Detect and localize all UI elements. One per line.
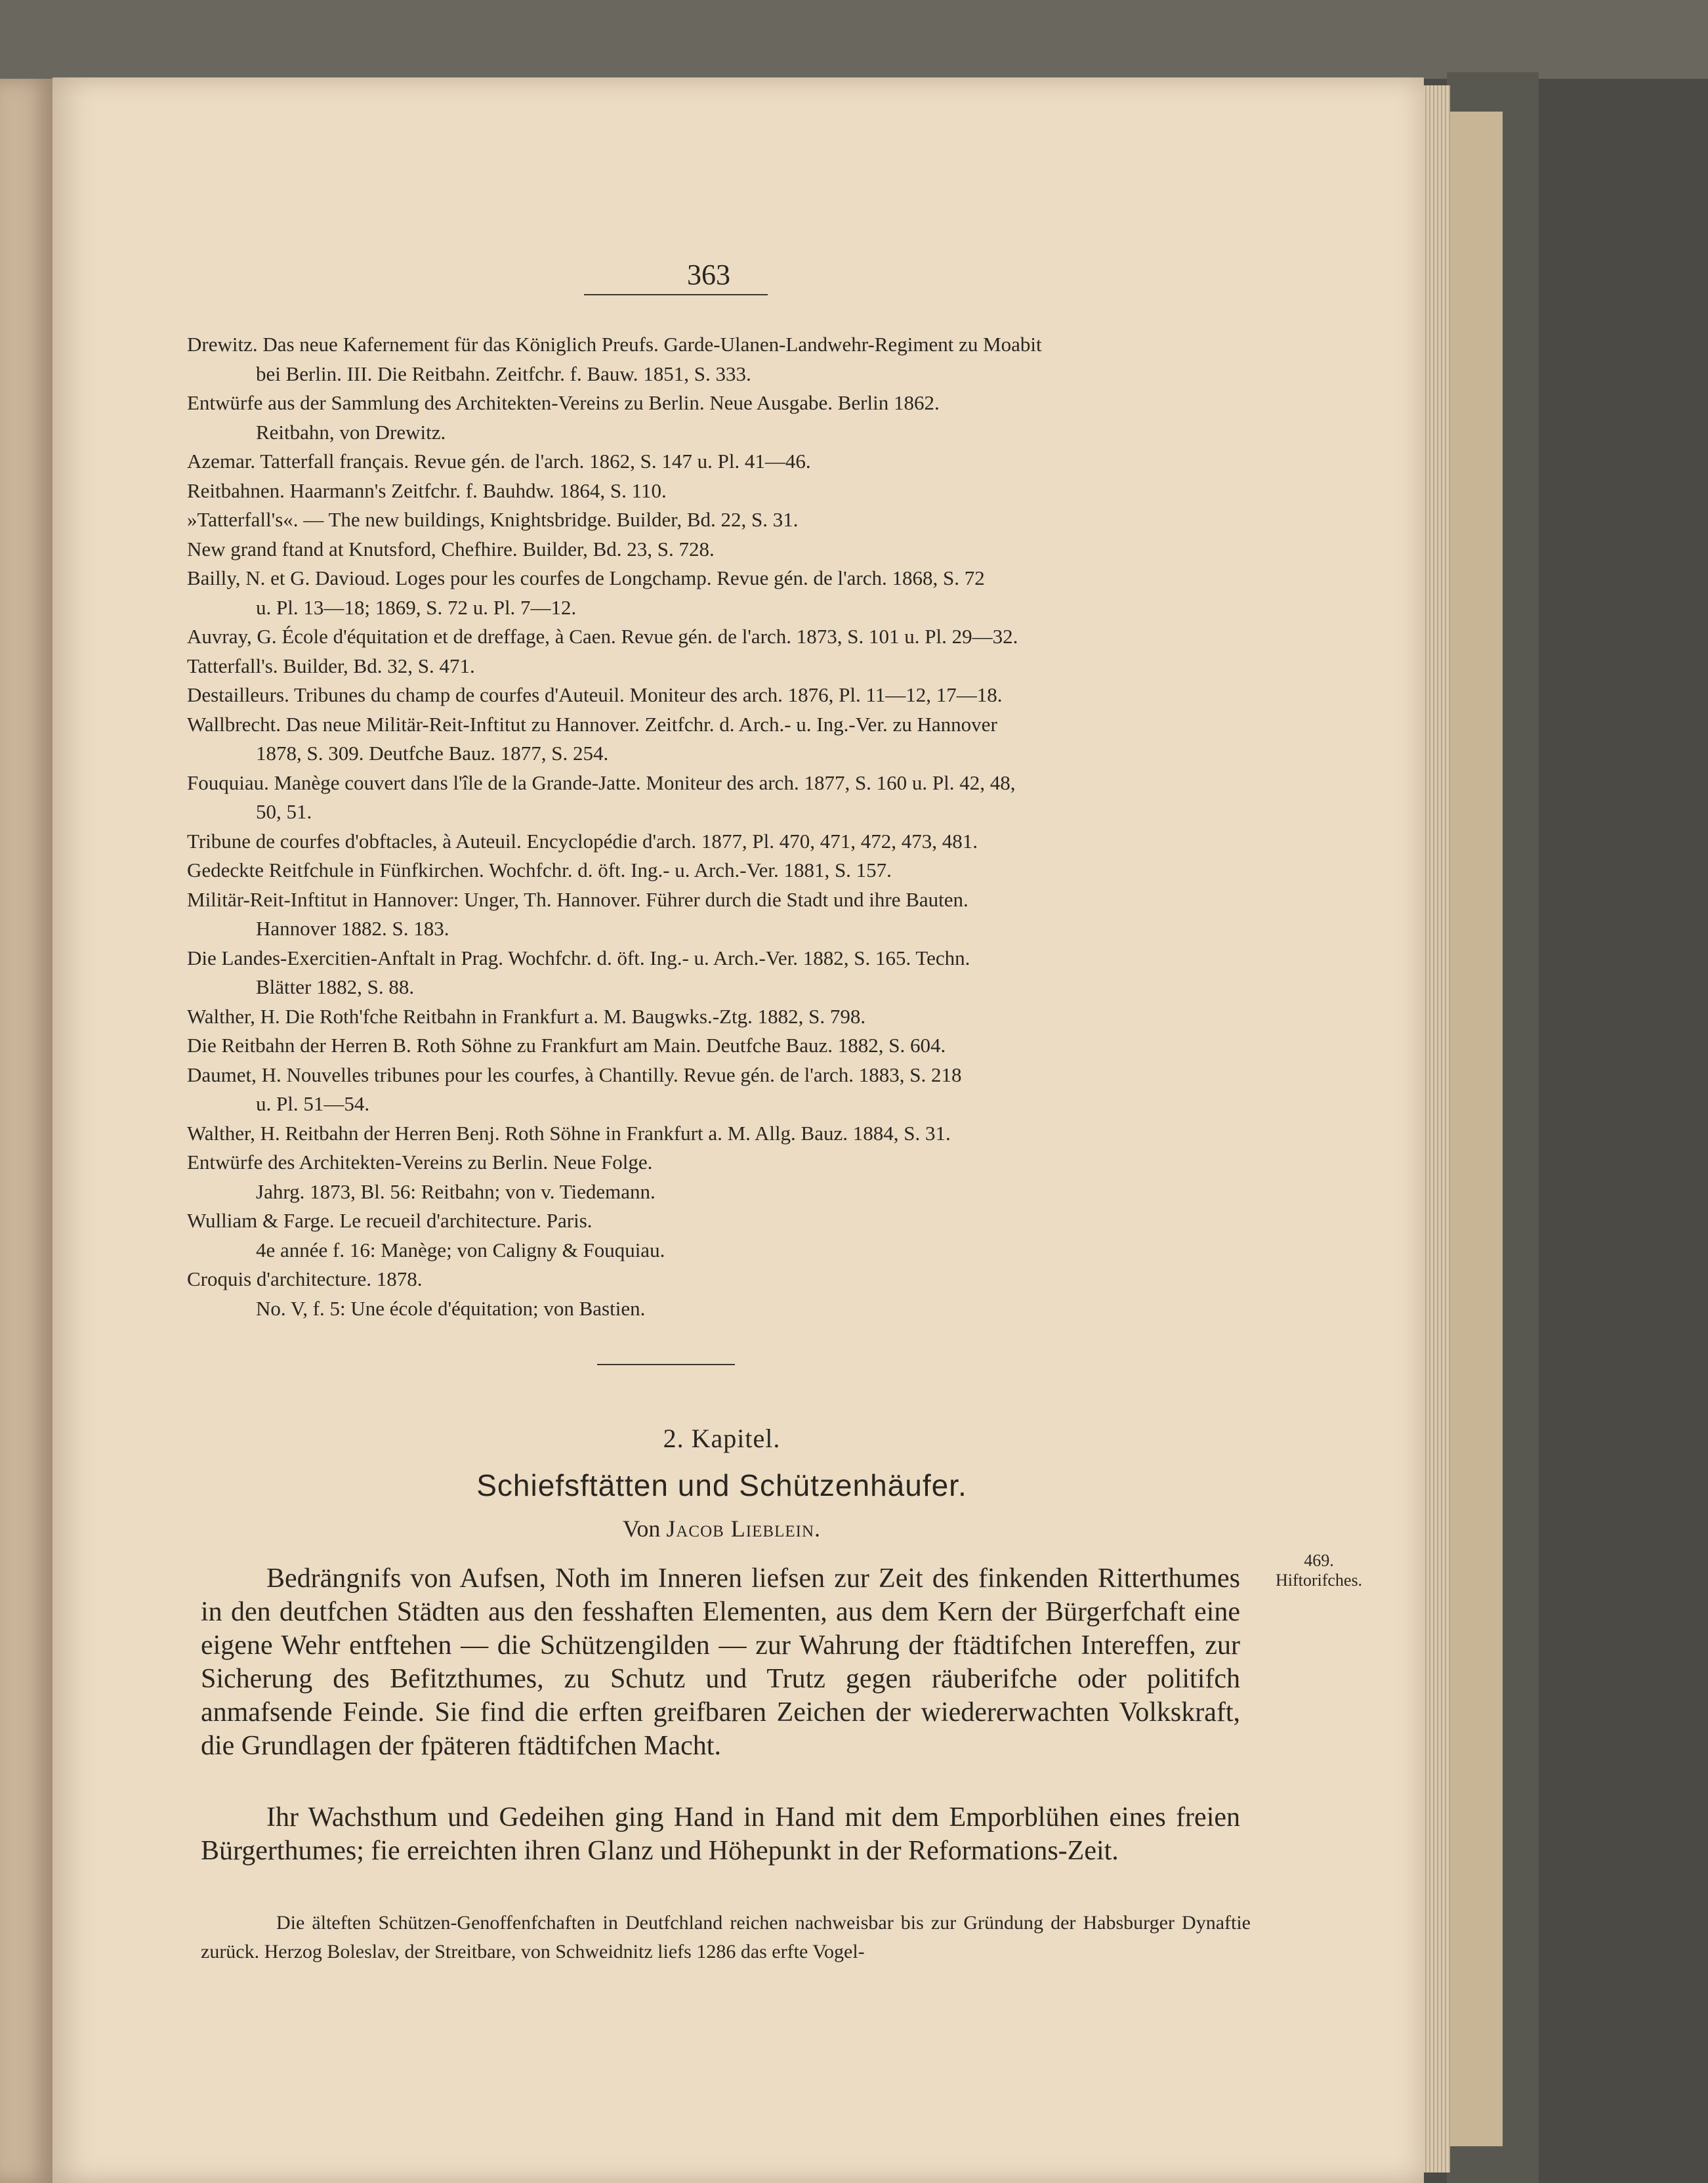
background-top [0,0,1708,79]
small-paragraph: Die älteften Schützen-Genoffenfchaften in Deutfchland reichen nachweisbar bis zur Gründung der Habsburger Dynaftie zurück. Herzog Boleslav, der Streitbare, von Schweidnitz liefs 1286 das erfte Vogel- [201,1912,1251,1962]
bib-entry-16-line-0: Walther, H. Die Roth'fche Reitbahn in Frankfurt a. M. Baugwks.-Ztg. 1882, S. 798. [187,1004,866,1028]
bib-entry-18-line-1: u. Pl. 51—54. [256,1092,370,1115]
chapter-author [52,1515,1391,1542]
chapter-number: 2. Kapitel. [663,1424,781,1453]
bib-entry-5-line-0: New grand ftand at Knutsford, Chefhire. Builder, Bd. 23, S. 728. [187,537,715,561]
bib-entry-15-line-1: Blätter 1882, S. 88. [256,975,415,998]
bib-entry-6-line-0: Bailly, N. et G. Davioud. Loges pour les courfes de Longchamp. Revue gén. de l'arch. 1868, S. 72 [187,566,985,589]
bib-entry-8-line-0: Tatterfall's. Builder, Bd. 32, S. 471. [187,654,475,677]
bib-entry-2-line-0: Azemar. Tatterfall français. Revue gén. de l'arch. 1862, S. 147 u. Pl. 41—46. [187,450,811,473]
bib-entry-18-line-0: Daumet, H. Nouvelles tribunes pour les courfes, à Chantilly. Revue gén. de l'arch. 1883, S. 218 [187,1063,962,1086]
section-rule [597,1364,735,1365]
bib-entry-7-line-0: Auvray, G. École d'équitation et de dreffage, à Caen. Revue gén. de l'arch. 1873, S. 101 u. Pl. 29—32. [187,625,1018,648]
chapter-title: Schiefsftätten und Schützenhäufer. [476,1468,967,1502]
bib-entry-4-line-0: »Tatterfall's«. — The new buildings, Knightsbridge. Builder, Bd. 22, S. 31. [187,508,799,531]
author-prefix: Von [622,1515,661,1542]
left-page-edge [0,79,52,2183]
bib-entry-0-line-0: Drewitz. Das neue Kafernement für das Königlich Preufs. Garde-Ulanen-Landwehr-Regiment zu Moabit [187,333,1042,356]
page-number: 363 [687,259,730,291]
bib-entry-14-line-0: Militär-Reit-Inftitut in Hannover: Unger, Th. Hannover. Führer durch die Stadt und ihre Bauten. [187,887,969,911]
bib-entry-10-line-1: 1878, S. 309. Deutfche Bauz. 1877, S. 254. [256,742,609,765]
bib-entry-1-line-0: Entwürfe aus der Sammlung des Architekten-Vereins zu Berlin. Neue Ausgabe. Berlin 1862. [187,391,940,414]
body-paragraph-1: Bedrängnifs von Aufsen, Noth im Inneren liefsen zur Zeit des finkenden Ritterthumes in den deutfchen Städten aus den fesshaften Elementen, aus dem Kern der Bürgerfchaft eine eigene Wehr entftehen — die Schützengilden — zur Wahrung der ftädtifchen Intereffen, zur Sicherung des Befitzthumes, zu Schutz und Trutz gegen räuberifche oder politifch anmafsende Feinde. Sie find die erften greifbaren Zeichen der wiedererwachten Volkskraft, die Grundlagen der fpäteren ftädtifchen Macht. [201,1563,1240,1761]
cover-strip [1450,112,1503,2146]
margin-note [1253,1551,1385,1590]
bib-entry-22-line-1: No. V, f. 5: Une école d'équitation; von Bastien. [256,1296,646,1320]
bib-entry-11-line-1: 50, 51. [256,800,312,823]
page-number-rule [584,294,768,295]
bib-entry-11-line-0: Fouquiau. Manège couvert dans l'île de la Grande-Jatte. Moniteur des arch. 1877, S. 160 u. Pl. 42, 48, [187,771,1016,794]
bib-entry-19-line-0: Walther, H. Reitbahn der Herren Benj. Roth Söhne in Frankfurt a. M. Allg. Bauz. 1884, S. 31. [187,1121,951,1145]
bib-entry-10-line-0: Wallbrecht. Das neue Militär-Reit-Inftitut zu Hannover. Zeitfchr. d. Arch.- u. Ing.-Ver. zu Hannover [187,712,997,736]
bib-entry-21-line-0: Wulliam & Farge. Le recueil d'architecture. Paris. [187,1209,593,1232]
bib-entry-22-line-0: Croquis d'architecture. 1878. [187,1267,423,1290]
bib-entry-17-line-0: Die Reitbahn der Herren B. Roth Söhne zu Frankfurt am Main. Deutfche Bauz. 1882, S. 604. [187,1034,946,1057]
bib-entry-20-line-1: Jahrg. 1873, Bl. 56: Reitbahn; von v. Tiedemann. [256,1179,656,1203]
bib-entry-12-line-0: Tribune de courfes d'obftacles, à Auteuil. Encyclopédie d'arch. 1877, Pl. 470, 471, 472, 473, 481. [187,829,978,853]
bib-entry-15-line-0: Die Landes-Exercitien-Anftalt in Prag. Wochfchr. d. öft. Ing.- u. Arch.-Ver. 1882, S. 165. Techn. [187,946,970,969]
margin-note-number: 469. [1304,1551,1334,1570]
bib-entry-20-line-0: Entwürfe des Architekten-Vereins zu Berlin. Neue Folge. [187,1151,653,1174]
bib-entry-0-line-1: bei Berlin. III. Die Reitbahn. Zeitfchr. f. Bauw. 1851, S. 333. [256,362,751,385]
book-page [52,77,1424,2183]
body-paragraph-2: Ihr Wachsthum und Gedeihen ging Hand in Hand mit dem Emporblühen eines freien Bürgerthumes; fie erreichten ihren Glanz und Höhepunkt in der Reformations-Zeit. [201,1802,1240,1866]
margin-note-label: Hiftorifches. [1275,1571,1363,1590]
bib-entry-14-line-1: Hannover 1882. S. 183. [256,917,449,940]
bib-entry-13-line-0: Gedeckte Reitfchule in Fünfkirchen. Wochfchr. d. öft. Ing.- u. Arch.-Ver. 1881, S. 157. [187,858,892,881]
author-name: Jacob Lieblein. [666,1515,821,1542]
bib-entry-21-line-1: 4e année f. 16: Manège; von Caligny & Fouquiau. [256,1238,665,1261]
bib-entry-3-line-0: Reitbahnen. Haarmann's Zeitfchr. f. Bauhdw. 1864, S. 110. [187,478,667,502]
bib-entry-9-line-0: Destailleurs. Tribunes du champ de courfes d'Auteuil. Moniteur des arch. 1876, Pl. 11—12, 17—18. [187,683,1003,706]
bib-entry-1-line-1: Reitbahn, von Drewitz. [256,420,446,444]
bib-entry-6-line-1: u. Pl. 13—18; 1869, S. 72 u. Pl. 7—12. [256,595,577,619]
